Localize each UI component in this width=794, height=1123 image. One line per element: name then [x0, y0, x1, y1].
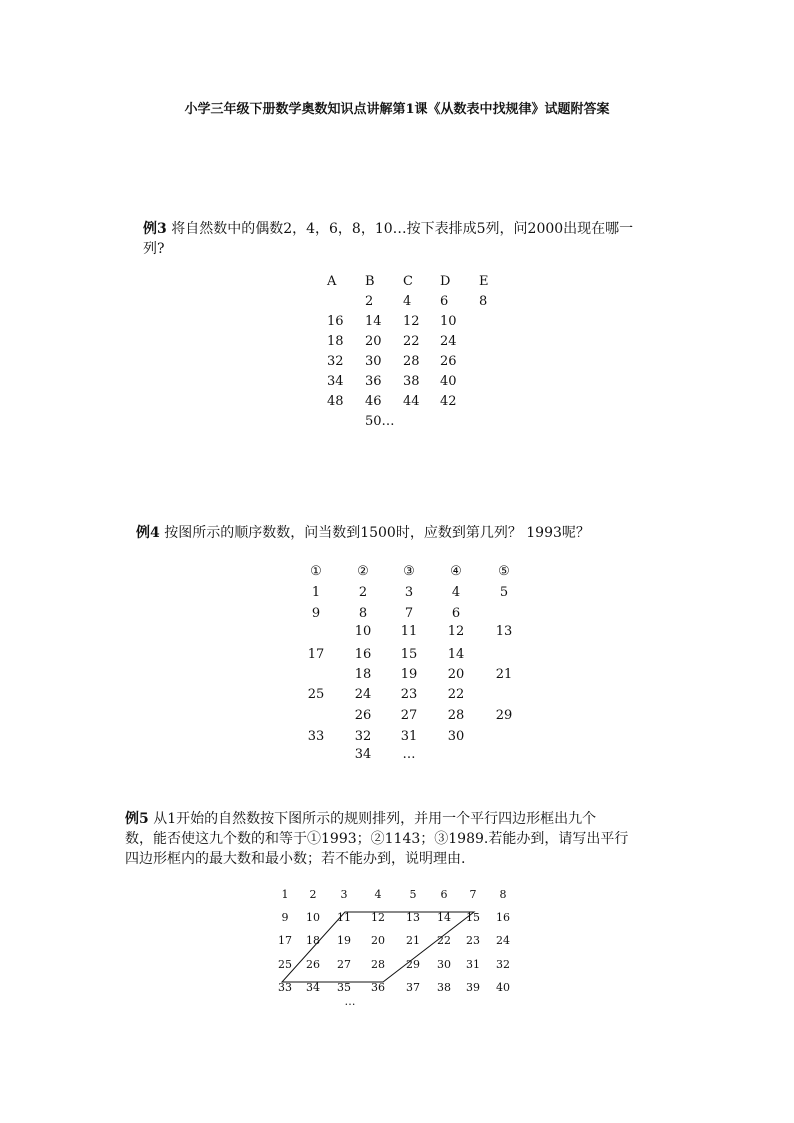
example-4-cell: 13 [495, 624, 513, 639]
example-5-grid-cell: 27 [337, 958, 351, 971]
example-5-grid-cell: 10 [306, 911, 320, 924]
example-3-cell: 50… [365, 414, 395, 429]
example-5-grid-cell: 12 [371, 911, 385, 924]
example-3-cell: 4 [403, 294, 412, 309]
example-4-cell: 25 [307, 687, 325, 702]
example-5-line3: 四边形框内的最大数和最小数；若不能办到，说明理由. [125, 851, 466, 867]
example-4-header-3: ④ [450, 564, 462, 579]
example-3-line2: 列? [143, 241, 165, 257]
example-5-grid-cell: 13 [406, 911, 420, 924]
example-4-cell: 18 [354, 667, 372, 682]
example-4-cell: 21 [495, 667, 513, 682]
example-4-cell: 12 [447, 624, 465, 639]
example-4-cell: 33 [307, 729, 325, 744]
example-4-header-1: ② [357, 564, 369, 579]
example-4-cell: 17 [307, 647, 325, 662]
example-5-grid-cell: 15 [466, 911, 480, 924]
example-3-cell: 40 [440, 374, 457, 389]
example-4-cell: 8 [358, 606, 368, 621]
example-5-grid-cell: 34 [306, 981, 320, 994]
example-4-header-2: ③ [403, 564, 415, 579]
example-4-cell: 11 [400, 624, 418, 639]
parallelogram-outline [282, 912, 474, 982]
example-4-cell: 26 [354, 708, 372, 723]
example-5-grid-cell: 32 [496, 958, 510, 971]
example-3-cell: 42 [440, 394, 457, 409]
example-4-cell: 9 [311, 606, 321, 621]
example-4-label: 例4 [136, 525, 160, 541]
example-4-cell: 28 [447, 708, 465, 723]
example-5-grid-cell: 8 [499, 888, 507, 901]
example-3-cell: 48 [327, 394, 344, 409]
example-5-grid-cell: 9 [281, 911, 289, 924]
example-3-cell: 36 [365, 374, 382, 389]
example-4-cell: 4 [451, 585, 461, 600]
example-4-cell: 6 [451, 606, 461, 621]
example-5-grid-cell: 28 [371, 958, 385, 971]
example-4-cell: 23 [400, 687, 418, 702]
example-3-header-4: E [479, 274, 489, 289]
example-5-grid-cell: 7 [469, 888, 477, 901]
example-3-cell: 14 [365, 314, 382, 329]
example-5-line2: 数，能否使这九个数的和等于①1993；②1143；③1989.若能办到，请写出平行 [125, 831, 629, 847]
example-5-grid-cell: 38 [437, 981, 451, 994]
example-4-cell: 16 [354, 647, 372, 662]
example-5-grid-cell: 33 [278, 981, 292, 994]
example-3-cell: 2 [365, 294, 374, 309]
example-4-question: 按图所示的顺序数数，问当数到1500时，应数到第几列？ 1993呢？ [159, 525, 590, 541]
example-5-grid-cell: 23 [466, 934, 480, 947]
example-4-cell: 27 [400, 708, 418, 723]
example-3-cell: 24 [440, 334, 457, 349]
example-5-grid-cell: 26 [306, 958, 320, 971]
example-4-cell: 2 [358, 585, 368, 600]
example-5-grid-cell: 40 [496, 981, 510, 994]
example-5-label: 例5 [125, 811, 149, 827]
example-5-grid-cell: 35 [337, 981, 351, 994]
example-5-grid-cell: 4 [374, 888, 382, 901]
example-3-cell: 12 [403, 314, 420, 329]
example-5-grid-cell: 14 [437, 911, 451, 924]
example-4-cell: 15 [400, 647, 418, 662]
example-5-grid-cell: 20 [371, 934, 385, 947]
example-5-grid-cell: 1 [281, 888, 289, 901]
example-5-grid-cell: 11 [337, 911, 351, 924]
example-3-cell: 20 [365, 334, 382, 349]
example-5-grid-cell: 19 [337, 934, 351, 947]
example-5-grid-cell: 24 [496, 934, 510, 947]
example-5-ellipsis: … [344, 995, 356, 1008]
example-4-cell: 14 [447, 647, 465, 662]
example-5-grid-cell: 21 [406, 934, 420, 947]
example-4-cell: 20 [447, 667, 465, 682]
example-5-grid-cell: 39 [466, 981, 480, 994]
example-3-cell: 10 [440, 314, 457, 329]
example-4-cell: 22 [447, 687, 465, 702]
example-5-grid-cell: 6 [440, 888, 448, 901]
example-3-header-2: C [403, 274, 413, 289]
example-5-grid-cell: 16 [496, 911, 510, 924]
example-5-grid-cell: 22 [437, 934, 451, 947]
example-4-header-0: ① [310, 564, 322, 579]
example-3-cell: 22 [403, 334, 420, 349]
example-4-cell: 10 [354, 624, 372, 639]
example-5-grid-cell: 18 [306, 934, 320, 947]
example-5-grid-cell: 3 [340, 888, 348, 901]
example-5-grid-cell: 37 [406, 981, 420, 994]
example-5-grid-cell: 25 [278, 958, 292, 971]
example-3-cell: 38 [403, 374, 420, 389]
example-5-grid-cell: 30 [437, 958, 451, 971]
example-3-cell: 44 [403, 394, 420, 409]
example-4-cell: 32 [354, 729, 372, 744]
page-title: 小学三年级下册数学奥数知识点讲解第1课《从数表中找规律》试题附答案 [184, 102, 610, 117]
example-3-cell: 16 [327, 314, 344, 329]
example-3-header-1: B [365, 274, 375, 289]
example-3-cell: 26 [440, 354, 457, 369]
example-4-header-4: ⑤ [498, 564, 510, 579]
example-3-header-0: A [327, 274, 337, 289]
example-5-grid-cell: 2 [309, 888, 317, 901]
example-4-cell: 31 [400, 729, 418, 744]
example-5-grid-cell: 17 [278, 934, 292, 947]
example-3-cell: 6 [440, 294, 449, 309]
example-5-grid-cell: 31 [466, 958, 480, 971]
example-3-cell: 30 [365, 354, 382, 369]
example-3-cell: 8 [479, 294, 488, 309]
example-3-label: 例3 [143, 221, 167, 237]
example-4-cell: 5 [499, 585, 509, 600]
example-4-cell: 24 [354, 687, 372, 702]
example-5-grid-cell: 5 [409, 888, 417, 901]
example-3-cell: 32 [327, 354, 344, 369]
example-5-grid-cell: 29 [406, 958, 420, 971]
example-3-cell: 18 [327, 334, 344, 349]
example-5-line1: 从1开始的自然数按下图所示的规则排列，并用一个平行四边形框出九个 [148, 811, 597, 827]
example-3-line1: 将自然数中的偶数2，4，6，8，10…按下表排成5列，问2000出现在哪一 [166, 221, 634, 237]
example-4-cell: 29 [495, 708, 513, 723]
example-4-cell: 30 [447, 729, 465, 744]
example-4-cell: 3 [404, 585, 414, 600]
example-3-header-3: D [440, 274, 451, 289]
example-3-cell: 46 [365, 394, 382, 409]
example-4-cell: 19 [400, 667, 418, 682]
example-4-cell: … [402, 747, 416, 762]
example-5-grid-cell: 36 [371, 981, 385, 994]
example-3-cell: 34 [327, 374, 344, 389]
example-4-cell: 1 [311, 585, 321, 600]
example-4-cell: 7 [404, 606, 414, 621]
example-3-cell: 28 [403, 354, 420, 369]
example-4-cell: 34 [354, 747, 372, 762]
